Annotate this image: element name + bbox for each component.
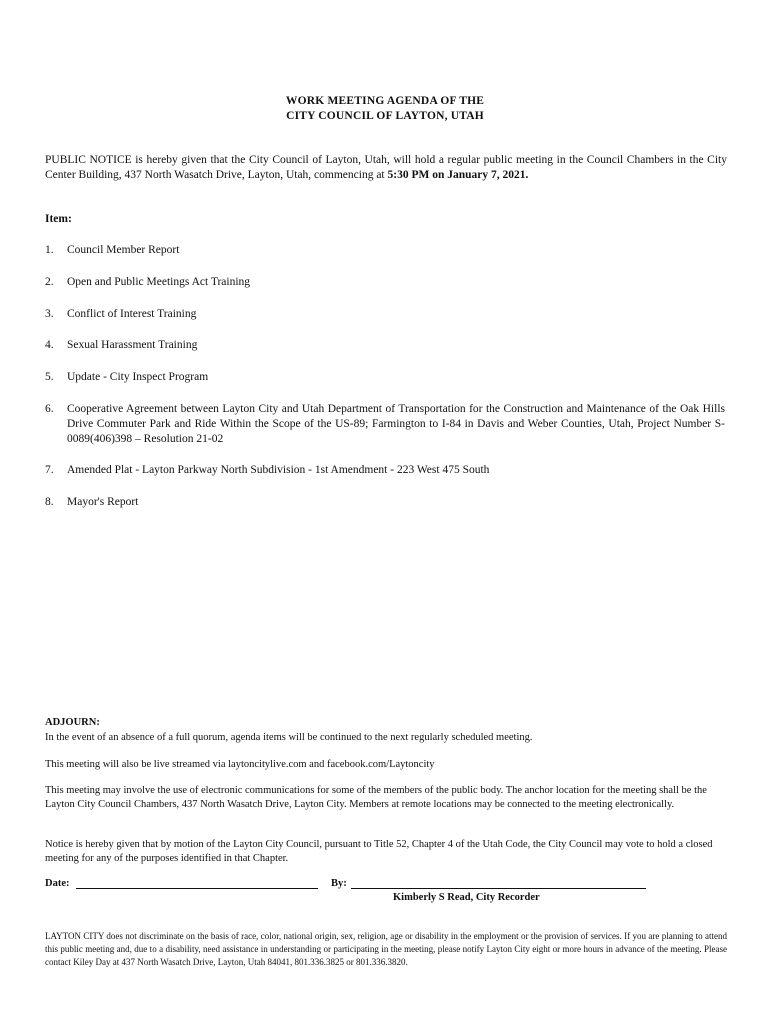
notice-text: PUBLIC NOTICE is hereby given that the City Council of Layton, Utah, will hold a regular public meeting in the Council Chambers in the City Center Building, 437 North Wasatch Drive, Layton, Utah, commencing at [45, 154, 727, 181]
agenda-item-text: Conflict of Interest Training [67, 308, 197, 320]
agenda-item-text: Mayor's Report [67, 496, 139, 508]
agenda-item-number: 1. [45, 244, 54, 256]
agenda-item-text: Sexual Harassment Training [67, 339, 198, 351]
agenda-item [45, 495, 725, 510]
agenda-item-number: 8. [45, 496, 54, 508]
title-line-1: WORK MEETING AGENDA OF THE [285, 95, 485, 107]
electronic-note: This meeting may involve the use of electronic communications for some of the members of the public body. The anchor location for the meeting shall be the Layton City Council Chambers, 437 North Wasatch Drive, Layton City. Members at remote locations may be connected to the meeting electronically. [45, 785, 707, 810]
agenda-item-text: Council Member Report [67, 244, 180, 256]
agenda-item-number: 2. [45, 276, 54, 288]
title-line-2: CITY COUNCIL OF LAYTON, UTAH [286, 110, 484, 122]
agenda-item [45, 402, 725, 447]
agenda-item [45, 338, 725, 353]
agenda-item-text: Amended Plat - Layton Parkway North Subdivision - 1st Amendment - 223 West 475 South [67, 464, 490, 476]
agenda-item [45, 243, 725, 258]
notice-time: 5:30 PM on January 7, 2021. [387, 169, 529, 181]
by-label: By: [331, 878, 347, 889]
agenda-item-number: 7. [45, 464, 54, 476]
agenda-item [45, 307, 725, 322]
agenda-heading: Item: [45, 213, 72, 225]
recorder-name: Kimberly S Read, City Recorder [393, 892, 540, 903]
agenda-item-text: Cooperative Agreement between Layton City and Utah Department of Transportation for the Construction and Maintenance of the Oak Hills Drive Commuter Park and Ride Within the Scope of the US-89; Farmington to I-84 in Davis and Weber Counties, Utah, Project Number S-0089(406)398 – Resolution 21-02 [67, 403, 725, 445]
nondiscrimination-footer: LAYTON CITY does not discriminate on the basis of race, color, national origin, sex, religion, age or disability in the employment or the provision of services. If you are planning to attend this public meeting and, due to a disability, need assistance in understanding or participating in the meeting, please notify Layton City eight or more hours in advance of the meeting. Please contact Kiley Day at 437 North Wasatch Drive, Layton, Utah 84041, 801.336.3825 or 801.336.3820. [45, 931, 727, 967]
date-label: Date: [45, 878, 70, 889]
page-title [45, 94, 725, 124]
agenda-item-number: 6. [45, 403, 54, 415]
agenda-item-text: Open and Public Meetings Act Training [67, 276, 251, 288]
signature-line [351, 888, 646, 889]
closed-meeting-note: Notice is hereby given that by motion of the Layton City Council, pursuant to Title 52, Chapter 4 of the Utah Code, the City Council may vote to hold a closed meeting for any of the purposes identified in that Chapter. [45, 839, 713, 864]
agenda-item-number: 4. [45, 339, 54, 351]
adjourn-heading: ADJOURN: [45, 717, 100, 728]
agenda-item [45, 275, 725, 290]
agenda-item-number: 5. [45, 371, 54, 383]
quorum-note: In the event of an absence of a full quorum, agenda items will be continued to the next regularly scheduled meeting. [45, 732, 533, 743]
agenda-item [45, 370, 725, 385]
public-notice [45, 153, 727, 183]
date-line [76, 888, 318, 889]
livestream-note: This meeting will also be live streamed via laytoncitylive.com and facebook.com/Laytoncity [45, 759, 435, 770]
agenda-item [45, 463, 725, 478]
agenda-item-text: Update - City Inspect Program [67, 371, 209, 383]
agenda-item-number: 3. [45, 308, 54, 320]
